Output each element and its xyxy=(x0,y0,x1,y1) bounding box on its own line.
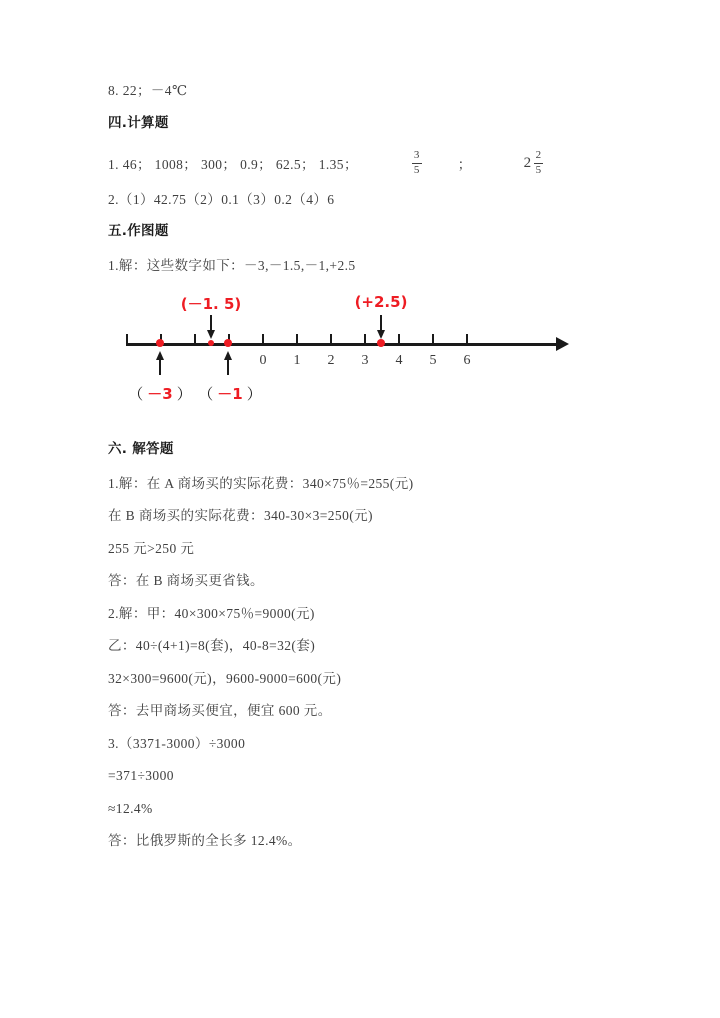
axis-tick-label: 4 xyxy=(395,353,403,369)
answer-line: 32×300=9600(元)，9600-9000=600(元) xyxy=(108,670,342,686)
fraction-separator: ； xyxy=(457,157,472,173)
drawing-item-1: 1.解：这些数字如下：－3,－1.5,－1,+2.5 xyxy=(108,257,356,273)
plotted-point-marker-minus-1-5 xyxy=(208,340,214,346)
mixed-fraction-part xyxy=(534,150,544,177)
axis-tick-label: 1 xyxy=(293,353,301,369)
paren-close: ） xyxy=(176,385,192,404)
axis-tick-label: 2 xyxy=(327,353,335,369)
answer-line: 答：去甲商场买便宜，便宜 600 元。 xyxy=(108,703,332,719)
answer-line: 2.解：甲：40×300×75％=9000(元) xyxy=(108,605,315,621)
answer-line: ≈12.4% xyxy=(108,800,153,816)
axis-arrow-icon xyxy=(556,337,569,351)
section-heading-six: 六. 解答题 xyxy=(108,441,174,458)
pointer-arrow-down-icon xyxy=(210,315,212,331)
axis-tick xyxy=(398,334,400,344)
answer-line: 在 B 商场买的实际花费：340-30×3=250(元) xyxy=(108,508,373,524)
answer-line: 答：在 B 商场买更省钱。 xyxy=(108,573,264,589)
top-answer-line: 8. 22；－4℃ xyxy=(108,83,188,98)
answer-line: 1.解：在 A 商场买的实际花费：340×75％=255(元) xyxy=(108,475,414,491)
fraction-denominator: 5 xyxy=(413,163,420,176)
pointer-arrow-down-icon xyxy=(380,315,382,331)
paren-open: （ xyxy=(128,385,144,404)
axis-tick xyxy=(330,334,332,344)
paren-close: ） xyxy=(246,385,262,404)
axis-tick xyxy=(364,334,366,344)
answer-line: 乙：40÷(4+1)=8(套)，40-8=32(套) xyxy=(108,638,316,654)
point-label-plus-2-5: (+2.5) xyxy=(354,293,408,312)
axis-tick xyxy=(466,334,468,344)
mixed-number-two-and-two-fifths xyxy=(524,150,546,177)
paren-value: －3 xyxy=(147,385,173,404)
number-line-axis xyxy=(126,343,558,346)
axis-tick-label: 0 xyxy=(259,353,267,369)
fraction-numerator: 2 xyxy=(534,150,544,164)
point-label-minus-1-5: (－1. 5) xyxy=(180,295,242,314)
axis-tick-label: 5 xyxy=(429,353,437,369)
answer-line: 3.（3371-3000）÷3000 xyxy=(108,735,246,751)
point-label-minus-1 xyxy=(198,383,261,404)
axis-tick xyxy=(126,334,128,344)
answer-line: 255 元>250 元 xyxy=(108,540,195,556)
axis-tick xyxy=(432,334,434,344)
point-label-minus-3 xyxy=(128,383,191,404)
fraction-denominator: 5 xyxy=(535,163,542,176)
paren-open: （ xyxy=(198,385,214,404)
axis-tick-label: 6 xyxy=(463,353,471,369)
pointer-arrow-up-icon xyxy=(227,359,229,375)
fraction-numerator: 3 xyxy=(412,150,422,164)
plotted-point-marker-minus-1 xyxy=(224,339,232,347)
mixed-whole-part: 2 xyxy=(523,154,532,171)
axis-tick xyxy=(194,334,196,344)
paren-value: －1 xyxy=(217,385,243,404)
document-content xyxy=(108,84,608,867)
plotted-point-marker-plus-2-5 xyxy=(377,339,385,347)
section-heading-five: 五.作图题 xyxy=(108,223,169,240)
calculation-item-1-values: 1. 46； 1008； 300； 0.9； 62.5； 1.35； xyxy=(108,157,358,173)
section-heading-four: 四.计算题 xyxy=(108,114,169,131)
answer-line: =371÷3000 xyxy=(108,768,174,784)
pointer-arrow-up-icon xyxy=(159,359,161,375)
fraction-three-fifths xyxy=(412,150,422,177)
number-line-figure xyxy=(108,291,608,419)
answer-line: 答：比俄罗斯的全长多 12.4%。 xyxy=(108,833,302,849)
plotted-point-marker-minus-3 xyxy=(156,339,164,347)
calculation-item-1 xyxy=(108,150,608,177)
axis-tick xyxy=(296,334,298,344)
calculation-item-2: 2.（1）42.75（2）0.1（3）0.2（4）6 xyxy=(108,191,335,207)
axis-tick xyxy=(262,334,264,344)
axis-tick-label: 3 xyxy=(361,353,369,369)
